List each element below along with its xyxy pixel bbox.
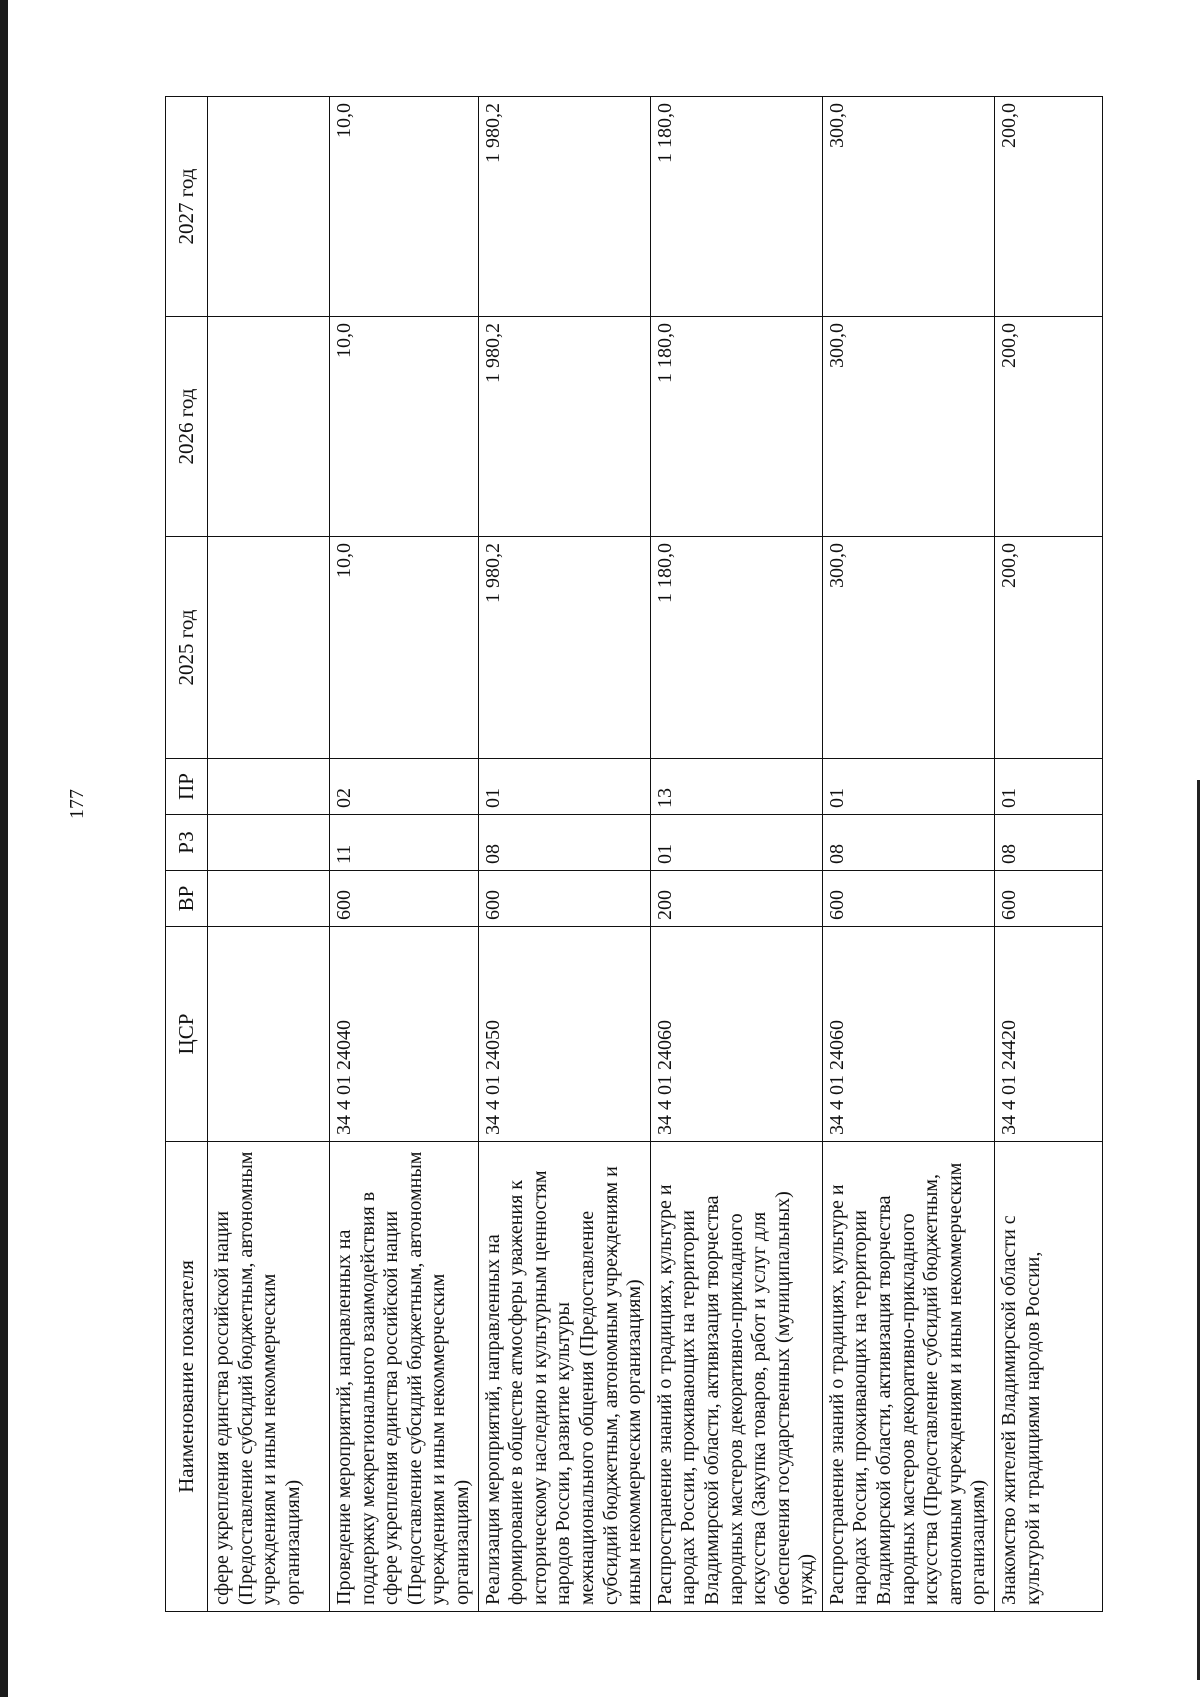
cell-csr: 34 4 01 24050 bbox=[478, 927, 650, 1142]
header-pr: ПР bbox=[166, 759, 208, 815]
budget-table bbox=[165, 96, 1103, 1612]
table-header-row bbox=[166, 97, 208, 1612]
header-2025: 2025 год bbox=[166, 537, 208, 759]
header-csr: ЦСР bbox=[166, 927, 208, 1142]
cell-csr: 34 4 01 24060 bbox=[822, 927, 994, 1142]
cell-rz: 01 bbox=[650, 815, 822, 871]
cell-vr: 600 bbox=[822, 871, 994, 927]
cell-vr bbox=[208, 871, 330, 927]
scan-edge-left bbox=[0, 0, 8, 1697]
cell-2026: 1 180,0 bbox=[650, 317, 822, 537]
cell-2027 bbox=[208, 97, 330, 317]
cell-name: Распространение знаний о традициях, культуре и народах России, проживающих на территории Владимирской области, активизация творчества народных мастеров декоративно-прикладного искусства (Закупка товаров, работ и услуг для обеспечения государственных (муниципальных) нужд) bbox=[650, 1142, 822, 1612]
cell-pr: 02 bbox=[330, 759, 479, 815]
cell-2026: 200,0 bbox=[995, 317, 1103, 537]
cell-2027: 1 180,0 bbox=[650, 97, 822, 317]
cell-csr bbox=[208, 927, 330, 1142]
table-row bbox=[330, 97, 479, 1612]
page-number: 177 bbox=[66, 789, 88, 819]
table-row bbox=[995, 97, 1103, 1612]
cell-2026: 300,0 bbox=[822, 317, 994, 537]
cell-vr: 200 bbox=[650, 871, 822, 927]
cell-pr: 01 bbox=[822, 759, 994, 815]
cell-2026: 10,0 bbox=[330, 317, 479, 537]
cell-rz: 08 bbox=[995, 815, 1103, 871]
cell-pr: 13 bbox=[650, 759, 822, 815]
table-row bbox=[208, 97, 330, 1612]
cell-2027: 10,0 bbox=[330, 97, 479, 317]
cell-name: Распространение знаний о традициях, культуре и народах России, проживающих на территории Владимирской области, активизация творчества народных мастеров декоративно-прикладного искусства (Предоставление субсидий бюджетным, автономным учреждениям и иным некоммерческим организациям) bbox=[822, 1142, 994, 1612]
cell-name: Реализация мероприятий, направленных на формирование в обществе атмосферы уважения к историческому наследию и культурным ценностям народов России, развитие культуры межнационального общения (Предоставление субсидий бюджетным, автономным учреждениям и иным некоммерческим организациям) bbox=[478, 1142, 650, 1612]
table-row bbox=[650, 97, 822, 1612]
cell-2027: 300,0 bbox=[822, 97, 994, 317]
header-2026: 2026 год bbox=[166, 317, 208, 537]
cell-csr: 34 4 01 24040 bbox=[330, 927, 479, 1142]
table-row bbox=[822, 97, 994, 1612]
cell-vr: 600 bbox=[330, 871, 479, 927]
cell-2026 bbox=[208, 317, 330, 537]
cell-2025: 300,0 bbox=[822, 537, 994, 759]
cell-2025: 10,0 bbox=[330, 537, 479, 759]
cell-2027: 200,0 bbox=[995, 97, 1103, 317]
cell-csr: 34 4 01 24060 bbox=[650, 927, 822, 1142]
cell-2027: 1 980,2 bbox=[478, 97, 650, 317]
table-row bbox=[478, 97, 650, 1612]
cell-vr: 600 bbox=[995, 871, 1103, 927]
cell-pr: 01 bbox=[995, 759, 1103, 815]
cell-pr: 01 bbox=[478, 759, 650, 815]
cell-rz: 11 bbox=[330, 815, 479, 871]
rotated-table-container bbox=[165, 97, 1095, 1612]
cell-2026: 1 980,2 bbox=[478, 317, 650, 537]
cell-2025: 200,0 bbox=[995, 537, 1103, 759]
cell-rz: 08 bbox=[478, 815, 650, 871]
cell-2025 bbox=[208, 537, 330, 759]
cell-vr: 600 bbox=[478, 871, 650, 927]
header-name: Наименование показателя bbox=[166, 1142, 208, 1612]
header-2027: 2027 год bbox=[166, 97, 208, 317]
header-rz: РЗ bbox=[166, 815, 208, 871]
cell-pr bbox=[208, 759, 330, 815]
header-vr: ВР bbox=[166, 871, 208, 927]
cell-2025: 1 180,0 bbox=[650, 537, 822, 759]
cell-rz bbox=[208, 815, 330, 871]
cell-name: Знакомство жителей Владимирской области с культурой и традициями народов России, bbox=[995, 1142, 1103, 1612]
cell-name: сфере укрепления единства российской нации (Предоставление субсидий бюджетным, автономным учреждениям и иным некоммерческим организациям) bbox=[208, 1142, 330, 1612]
cell-csr: 34 4 01 24420 bbox=[995, 927, 1103, 1142]
cell-name: Проведение мероприятий, направленных на поддержку межрегионального взаимодействия в сфере укрепления единства российской нации (Предоставление субсидий бюджетным, автономным учреждениям и иным некоммерческим организациям) bbox=[330, 1142, 479, 1612]
cell-rz: 08 bbox=[822, 815, 994, 871]
cell-2025: 1 980,2 bbox=[478, 537, 650, 759]
